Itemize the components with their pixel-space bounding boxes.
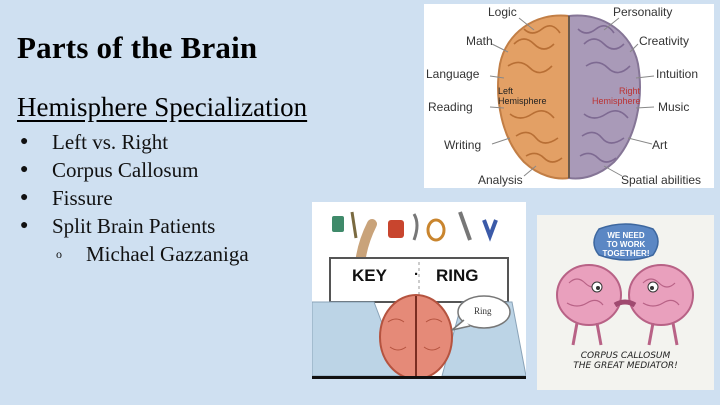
left-hemisphere-label: Left Hemisphere: [498, 86, 547, 106]
right-hemisphere-label: Right Hemisphere: [592, 86, 641, 106]
callosum-link: [615, 302, 635, 305]
right-cartoon-brain: [629, 265, 693, 325]
bullet-item: ● Split Brain Patients: [20, 214, 216, 238]
bullet-dot-icon: ●: [20, 134, 29, 149]
split-brain-experiment-image: [312, 202, 526, 379]
corpus-callosum-cartoon-image: [537, 215, 714, 390]
left-cartoon-brain: [557, 265, 621, 325]
speech-bubble-text: Ring: [474, 306, 492, 316]
label-music: Music: [658, 100, 690, 114]
speech-cloud-text: WE NEED TO WORK TOGETHER!: [602, 231, 650, 258]
bullet-dot-icon: ●: [20, 162, 29, 177]
label-art: Art: [652, 138, 668, 152]
label-personality: Personality: [613, 5, 673, 19]
label-writing: Writing: [444, 138, 482, 152]
bullet-list: [20, 128, 249, 268]
cartoon-caption: CORPUS CALLOSUM THE GREAT MEDIATOR!: [573, 351, 678, 371]
slide-subtitle: Hemisphere Specialization: [17, 92, 308, 122]
word-ring: RING: [436, 266, 479, 285]
label-intuition: Intuition: [656, 67, 699, 81]
bullet-dot-icon: ●: [20, 190, 29, 205]
label-creativity: Creativity: [639, 34, 690, 48]
experiment-illustration: [312, 202, 526, 376]
circle-bullet-icon: o: [56, 247, 62, 261]
label-math: Math: [466, 34, 493, 48]
sub-bullet-item: o Michael Gazzaniga: [56, 242, 249, 266]
label-language: Language: [426, 67, 480, 81]
bullet-item: ● Left vs. Right: [20, 130, 169, 154]
word-separator: ·: [414, 266, 419, 283]
label-spatial-abilities: Spatial abilities: [621, 173, 702, 187]
bullet-item: ● Fissure: [20, 186, 113, 210]
slide-title: Parts of the Brain: [17, 30, 258, 65]
label-logic: Logic: [488, 5, 517, 19]
objects-row: [332, 212, 496, 240]
label-analysis: Analysis: [478, 173, 523, 187]
label-reading: Reading: [428, 100, 473, 114]
brain-hemispheres-image: [424, 4, 714, 188]
brain-illustration: [424, 4, 714, 188]
bullet-dot-icon: ●: [20, 218, 29, 233]
bullet-item: ● Corpus Callosum: [20, 158, 199, 182]
word-key: KEY: [352, 266, 387, 285]
